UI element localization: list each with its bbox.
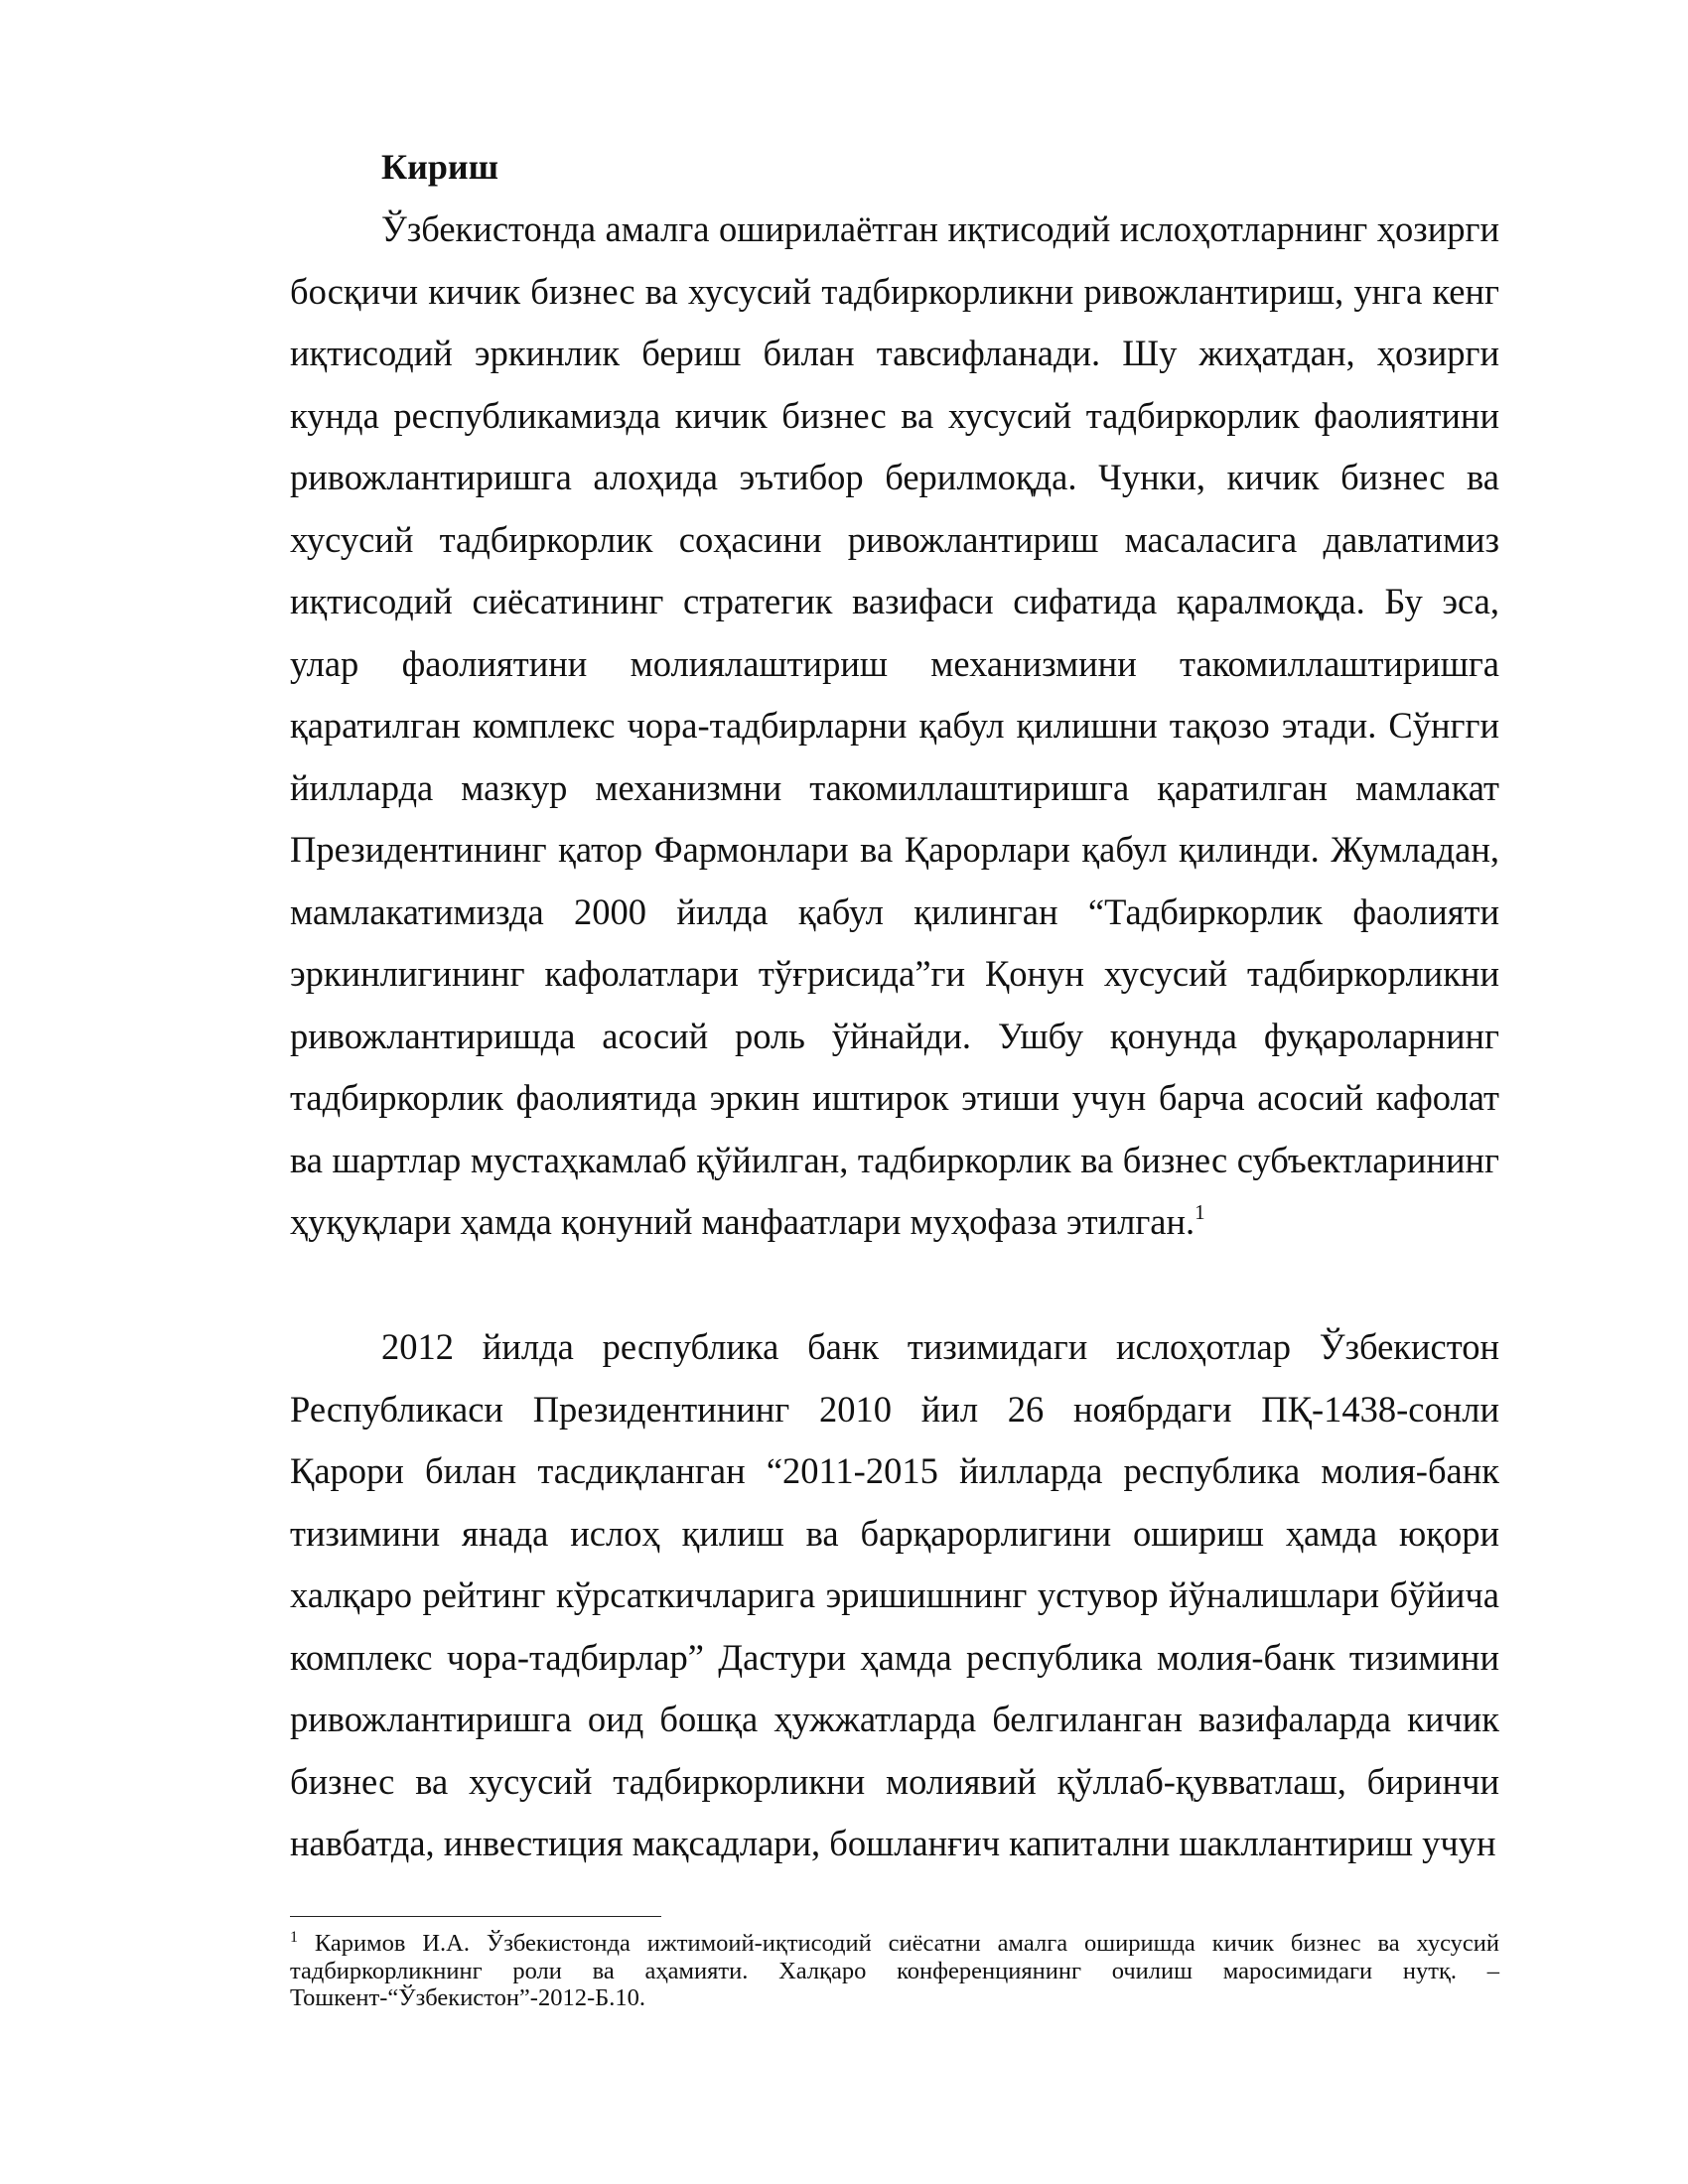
footnote-text: Каримов И.А. Ўзбекистонда ижтимоий-иқтисодий сиёсатни амалга оширишда кичик бизнес ва хусусий тадбиркорликнинг роли ва аҳамияти. Халқаро конференциянинг очилиш маросимидаги нутқ. –Тошкент-“Ўзбекистон”-2012-Б.10. [290,1930,1500,2011]
footnote-number: 1 [290,1929,298,1946]
footnote-reference[interactable]: 1 [1195,1200,1205,1224]
paragraph-2 [290,1316,1499,1875]
paragraph-1 [290,199,1499,1254]
footnote [290,1930,1499,2012]
page-title: Кириш [381,147,499,187]
paragraph-1-text: Ўзбекистонда амалга оширилаётган иқтисодий ислоҳотларнинг ҳозирги босқичи кичик бизнес ва хусусий тадбиркорликни ривожлантириш, унга кенг иқтисодий эркинлик бериш билан тавсифланади. Шу жиҳатдан, ҳозирги кунда республикамизда кичик бизнес ва хусусий тадбиркорлик фаолиятини ривожлантиришга алоҳида эътибор берилмоқда. Чунки, кичик бизнес ва хусусий тадбиркорлик соҳасини ривожлантириш масаласига давлатимиз иқтисодий сиёсатининг стратегик вазифаси сифатида қаралмоқда. Бу эса, улар фаолиятини молиялаштириш механизмини такомиллаштиришга қаратилган комплекс чора-тадбирларни қабул қилишни тақозо этади. Сўнгги йилларда мазкур механизмни такомиллаштиришга қаратилган мамлакат Президентининг қатор Фармонлари ва Қарорлари қабул қилинди. Жумладан, мамлакатимизда 2000 йилда қабул қилинган “Тадбиркорлик фаолияти эркинлигининг кафолатлари тўғрисида”ги Қонун хусусий тадбиркорликни ривожлантиришда асосий роль ўйнайди. Ушбу қонунда фуқароларнинг тадбиркорлик фаолиятида эркин иштирок этиши учун барча асосий кафолат ва шартлар мустаҳкамлаб қўйилган, тадбиркорлик ва бизнес субъектларининг ҳуқуқлари ҳамда қонуний манфаатлари муҳофаза этилган. [290,208,1499,1242]
paragraph-2-text: 2012 йилда республика банк тизимидаги ислоҳотлар Ўзбекистон Республикаси Президентининг 2010 йил 26 ноябрдаги ПҚ-1438-сонли Қарори билан тасдиқланган “2011-2015 йилларда республика молия-банк тизимини янада ислоҳ қилиш ва барқарорлигини ошириш ҳамда юқори халқаро рейтинг кўрсаткичларига эришишнинг устувор йўналишлари бўйича комплекс чора-тадбирлар” Дастури ҳамда республика молия-банк тизимини ривожлантиришга оид бошқа ҳужжатларда белгиланган вазифаларда кичик бизнес ва хусусий тадбиркорликни молиявий қўллаб-қувватлаш, биринчи навбатда, инвестиция мақсадлари, бошланғич капитални шакллантириш учун [290,1326,1499,1863]
footnote-separator [290,1916,661,1917]
